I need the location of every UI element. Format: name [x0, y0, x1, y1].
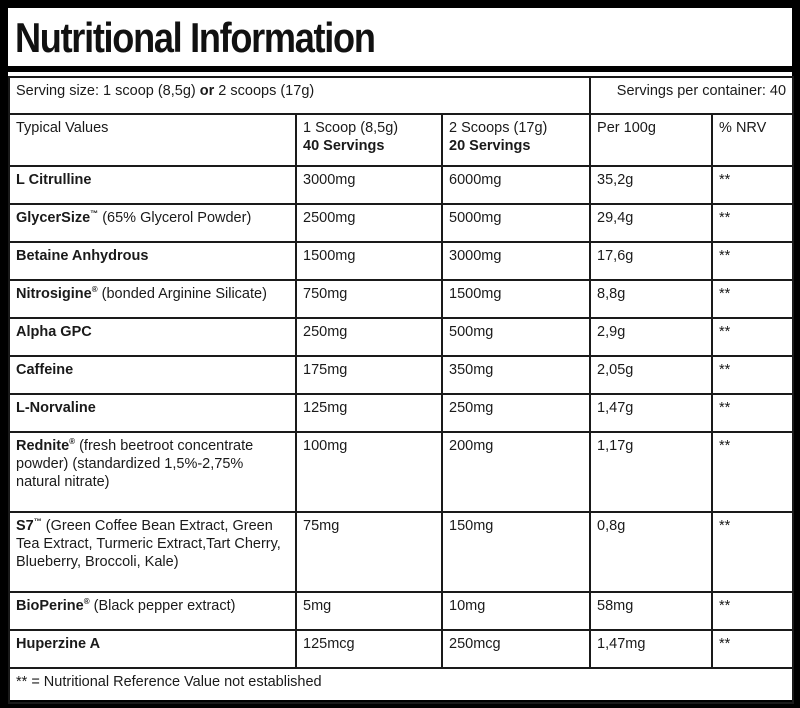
nrv-value: ** — [712, 166, 793, 204]
header-one-scoop-size: 1 Scoop (8,5g) — [303, 120, 399, 136]
title-box — [8, 8, 792, 66]
ingredient-name: GlycerSize — [16, 210, 91, 226]
ingredient-description: (bonded Arginine Silicate) — [97, 286, 267, 302]
ingredient-row — [9, 432, 793, 512]
ingredient-name-cell — [9, 204, 296, 242]
trademark-mark: ® — [83, 597, 90, 607]
ingredient-name: Caffeine — [16, 362, 74, 378]
ingredient-row — [9, 630, 793, 668]
header-one-scoop — [296, 114, 442, 166]
ingredient-description: (Black pepper extract) — [89, 598, 236, 614]
two-scoops-amount: 250mcg — [442, 630, 590, 668]
ingredient-name-cell — [9, 356, 296, 394]
ingredient-name-cell — [9, 512, 296, 592]
two-scoops-amount: 3000mg — [442, 242, 590, 280]
serving-size — [9, 77, 590, 114]
ingredient-row — [9, 166, 793, 204]
ingredient-row — [9, 318, 793, 356]
page-title: Nutritional Information — [15, 14, 375, 61]
ingredient-name: Alpha GPC — [16, 324, 92, 340]
two-scoops-amount: 200mg — [442, 432, 590, 512]
ingredient-name-cell — [9, 630, 296, 668]
one-scoop-amount: 1500mg — [296, 242, 442, 280]
trademark-mark: ™ — [90, 209, 99, 219]
two-scoops-amount: 350mg — [442, 356, 590, 394]
ingredient-name-cell — [9, 432, 296, 512]
header-per-100g: Per 100g — [590, 114, 712, 166]
header-typical-values: Typical Values — [9, 114, 296, 166]
one-scoop-amount: 125mcg — [296, 630, 442, 668]
ingredient-description: (65% Glycerol Powder) — [98, 210, 252, 226]
ingredient-description: (fresh beetroot concentrate powder) (standardized 1,5%-2,75% natural nitrate) — [16, 438, 254, 490]
nutrition-table — [8, 76, 794, 704]
per-100g-amount: 58mg — [590, 592, 712, 630]
per-100g-amount: 35,2g — [590, 166, 712, 204]
ingredient-row — [9, 280, 793, 318]
ingredient-name-cell — [9, 242, 296, 280]
one-scoop-amount: 3000mg — [296, 166, 442, 204]
header-nrv: % NRV — [712, 114, 793, 166]
per-100g-amount: 2,9g — [590, 318, 712, 356]
one-scoop-amount: 175mg — [296, 356, 442, 394]
per-100g-amount: 8,8g — [590, 280, 712, 318]
per-100g-amount: 1,47g — [590, 394, 712, 432]
per-100g-amount: 29,4g — [590, 204, 712, 242]
ingredient-name: Betaine Anhydrous — [16, 248, 149, 264]
two-scoops-amount: 10mg — [442, 592, 590, 630]
ingredient-row — [9, 394, 793, 432]
one-scoop-amount: 2500mg — [296, 204, 442, 242]
serving-size-text: Serving size: 1 scoop (8,5g) — [16, 83, 200, 99]
serving-size-alt: 2 scoops (17g) — [214, 83, 315, 99]
serving-row — [9, 77, 793, 114]
ingredient-name-cell — [9, 166, 296, 204]
nrv-value: ** — [712, 592, 793, 630]
ingredient-name-cell — [9, 394, 296, 432]
ingredient-name: Nitrosigine — [16, 286, 92, 302]
nrv-value: ** — [712, 512, 793, 592]
divider — [0, 66, 800, 72]
nrv-value: ** — [712, 242, 793, 280]
one-scoop-amount: 125mg — [296, 394, 442, 432]
nrv-value: ** — [712, 630, 793, 668]
ingredient-name-cell — [9, 318, 296, 356]
two-scoops-amount: 6000mg — [442, 166, 590, 204]
nrv-value: ** — [712, 280, 793, 318]
two-scoops-amount: 5000mg — [442, 204, 590, 242]
serving-size-or: or — [199, 83, 215, 99]
per-100g-amount: 1,47mg — [590, 630, 712, 668]
ingredient-row — [9, 242, 793, 280]
ingredient-name: L Citrulline — [16, 172, 92, 188]
ingredient-name-cell — [9, 280, 296, 318]
ingredient-row — [9, 356, 793, 394]
header-two-scoops-size: 2 Scoops (17g) — [449, 120, 548, 136]
ingredient-name-cell — [9, 592, 296, 630]
one-scoop-amount: 75mg — [296, 512, 442, 592]
two-scoops-amount: 250mg — [442, 394, 590, 432]
ingredient-name: Huperzine A — [16, 636, 101, 652]
ingredient-row — [9, 204, 793, 242]
trademark-mark: ® — [69, 437, 76, 447]
header-two-scoops-servings: 20 Servings — [449, 138, 531, 154]
per-100g-amount: 17,6g — [590, 242, 712, 280]
servings-per-container: Servings per container: 40 — [590, 77, 793, 114]
ingredient-row — [9, 512, 793, 592]
header-row — [9, 114, 793, 166]
header-one-scoop-servings: 40 Servings — [303, 138, 385, 154]
one-scoop-amount: 5mg — [296, 592, 442, 630]
footnote-row — [9, 668, 793, 703]
ingredient-name: S7 — [16, 518, 34, 534]
ingredient-name: BioPerine — [16, 598, 84, 614]
trademark-mark: ™ — [33, 517, 42, 527]
per-100g-amount: 2,05g — [590, 356, 712, 394]
ingredient-name: L-Norvaline — [16, 400, 96, 416]
nrv-value: ** — [712, 394, 793, 432]
nrv-value: ** — [712, 204, 793, 242]
per-100g-amount: 1,17g — [590, 432, 712, 512]
one-scoop-amount: 100mg — [296, 432, 442, 512]
two-scoops-amount: 1500mg — [442, 280, 590, 318]
nrv-value: ** — [712, 318, 793, 356]
ingredient-name: Rednite — [16, 438, 70, 454]
nrv-value: ** — [712, 356, 793, 394]
one-scoop-amount: 750mg — [296, 280, 442, 318]
nrv-value: ** — [712, 432, 793, 512]
trademark-mark: ® — [91, 285, 98, 295]
one-scoop-amount: 250mg — [296, 318, 442, 356]
header-two-scoops — [442, 114, 590, 166]
ingredient-row — [9, 592, 793, 630]
per-100g-amount: 0,8g — [590, 512, 712, 592]
two-scoops-amount: 150mg — [442, 512, 590, 592]
two-scoops-amount: 500mg — [442, 318, 590, 356]
ingredient-description: (Green Coffee Bean Extract, Green Tea Extract, Turmeric Extract,Tart Cherry, Blueberry, Broccoli, Kale) — [16, 518, 281, 570]
footnote: ** = Nutritional Reference Value not established — [9, 668, 793, 703]
